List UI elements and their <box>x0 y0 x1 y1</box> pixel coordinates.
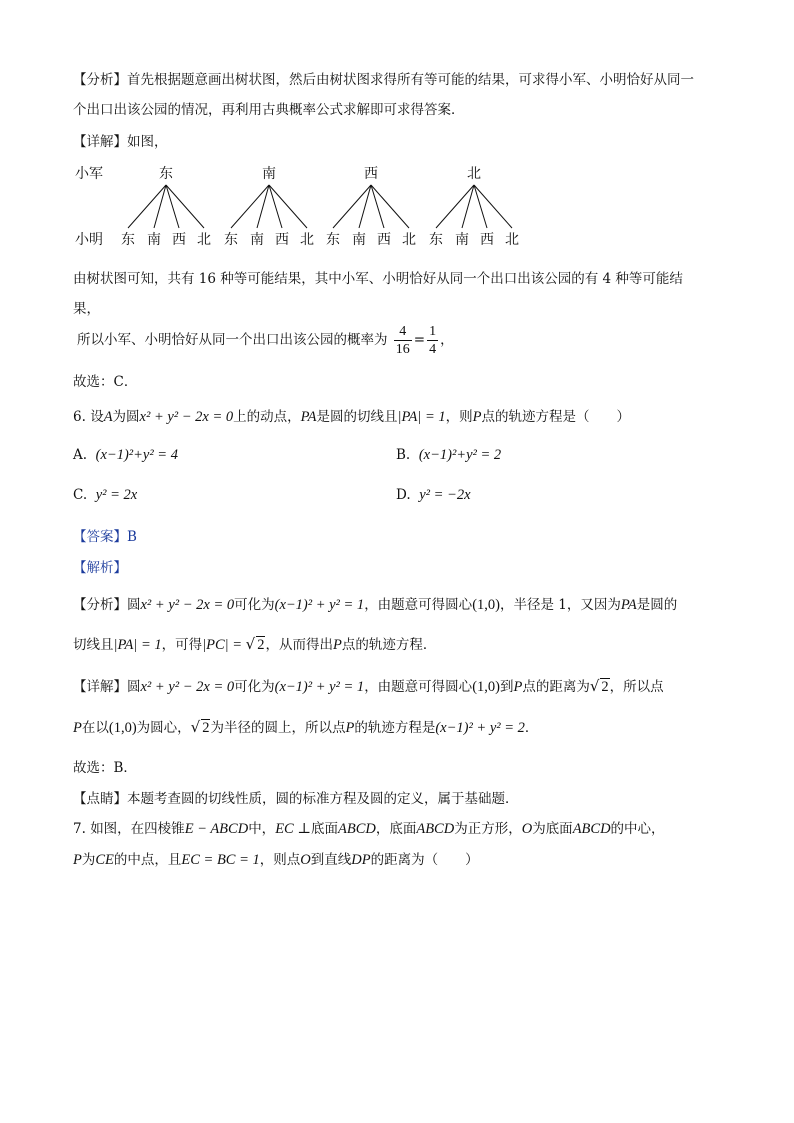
fraction-denominator: 4 <box>429 342 437 357</box>
parent-node-south: 南 <box>262 166 276 182</box>
analysis-tag: 【分析】 <box>73 72 127 88</box>
text: ，则点 <box>259 852 301 868</box>
jiexi-label: 【解析】 <box>73 560 127 576</box>
child-node: 南 <box>147 232 161 248</box>
math-p: P <box>513 679 523 695</box>
stem-text: 上的动点， <box>233 409 301 425</box>
analysis-text-1: 首先根据题意画出树状图，然后由树状图求得所有等可能的结果，可求得小军、小明恰好从同一 <box>127 72 694 88</box>
question-6-stem <box>73 405 630 426</box>
fraction-1-4 <box>427 323 438 358</box>
detail-tag: 【详解】 <box>73 134 127 150</box>
option-label: D. <box>396 487 411 503</box>
text: 到直线 <box>310 852 352 868</box>
detail-text: 如图， <box>127 134 168 150</box>
math-pa: PA <box>620 597 637 613</box>
row-label-xiaojun: 小军 <box>75 166 103 182</box>
math-circle-eq: x² + y² − 2x = 0 <box>140 597 235 613</box>
math-ec-perp: EC ⊥ <box>275 821 311 837</box>
text: ，从而得出 <box>265 637 333 653</box>
comment-text: 本题考查圆的切线性质，圆的标准方程及圆的定义，属于基础题． <box>127 791 519 807</box>
math-circle-eq: x² + y² − 2x = 0 <box>140 679 235 695</box>
text: 如图，在四棱锥 <box>90 821 185 837</box>
tree-diagram <box>73 160 533 250</box>
child-node: 西 <box>480 232 494 248</box>
stem-text: 是圆的切线且 <box>316 409 398 425</box>
text: 底面 <box>310 821 338 837</box>
option-expr: (x−1)²+y² = 2 <box>418 447 502 463</box>
option-c[interactable] <box>73 487 137 504</box>
option-expr: y² = −2x <box>419 487 471 503</box>
stem-text: ，则 <box>445 409 473 425</box>
sqrt-value: 2 <box>601 679 609 695</box>
tree-conclusion-line: 由树状图可知，共有 16 种等可能结果，其中小军、小明恰好从同一个出口出该公园的有 4 种等可能结 <box>73 271 683 287</box>
sqrt-value: 2 <box>257 637 265 653</box>
choice-line-6: 故选：B． <box>73 760 137 776</box>
text: 是圆的 <box>636 597 678 613</box>
q6-analysis-line-2 <box>73 633 436 654</box>
text: 的中点，且 <box>113 852 182 868</box>
child-node: 南 <box>352 232 366 248</box>
parent-node-west: 西 <box>364 166 378 182</box>
math-center: (1,0) <box>108 720 137 736</box>
tree-branch <box>166 185 179 228</box>
probability-text: 所以小军、小明恰好从同一个出口出该公园的概率为 <box>77 332 388 348</box>
child-node: 北 <box>300 232 314 248</box>
tree-branch <box>269 185 282 228</box>
tree-branch <box>269 185 307 228</box>
text: ，半径是 1，又因为 <box>499 597 621 613</box>
child-node: 东 <box>429 232 443 248</box>
option-label: A. <box>73 447 88 463</box>
text: ，由题意可得圆心 <box>364 679 473 695</box>
math-std-eq: (x−1)² + y² = 1 <box>274 597 365 613</box>
child-node: 南 <box>250 232 264 248</box>
text: 可化为 <box>234 597 275 613</box>
question-7-line-2 <box>73 848 479 869</box>
option-b[interactable] <box>396 447 501 464</box>
math-circle-eq: x² + y² − 2x = 0 <box>139 409 234 425</box>
question-number: 7. <box>73 821 86 837</box>
stem-text: 点的轨迹方程是（ ） <box>481 409 630 425</box>
text: 的距离为（ ） <box>370 852 479 868</box>
child-node: 东 <box>326 232 340 248</box>
text: 圆 <box>127 679 141 695</box>
stem-text: 设 <box>90 409 104 425</box>
tree-conclusion-line-2: 果， <box>73 301 100 317</box>
child-node: 东 <box>224 232 238 248</box>
text: 点的轨迹方程． <box>341 637 437 653</box>
math-p: P <box>73 852 82 868</box>
text: 为底面 <box>532 821 573 837</box>
sqrt-value: 2 <box>202 720 210 736</box>
tree-branch <box>474 185 512 228</box>
comma: ， <box>440 332 454 348</box>
math-p: P <box>73 720 82 736</box>
probability-line <box>77 323 454 358</box>
math-result-eq: (x−1)² + y² = 2 <box>435 720 525 736</box>
option-a[interactable] <box>73 447 178 464</box>
child-node: 西 <box>275 232 289 248</box>
child-node: 北 <box>197 232 211 248</box>
text: ，由题意可得圆心 <box>364 597 473 613</box>
math-abcd: ABCD <box>572 821 611 837</box>
option-expr: y² = 2x <box>95 487 138 503</box>
equals-sign: = <box>413 332 426 348</box>
fraction-denominator: 16 <box>395 342 410 357</box>
option-label: C. <box>73 487 88 503</box>
math-p: P <box>472 409 482 425</box>
text: 圆 <box>127 597 141 613</box>
text: ，所以点 <box>609 679 664 695</box>
choice-line-5: 故选：C． <box>73 374 138 390</box>
child-node: 东 <box>121 232 135 248</box>
math-a: A <box>103 409 113 425</box>
stem-text: 为圆 <box>112 409 140 425</box>
tree-branch <box>371 185 409 228</box>
comment-tag: 【点睛】 <box>73 791 127 807</box>
sqrt-symbol: √ <box>190 718 201 736</box>
math-ce: CE <box>95 852 114 868</box>
option-label: B. <box>396 447 411 463</box>
text: 到 <box>499 679 514 695</box>
text: 为正方形， <box>454 821 522 837</box>
option-d[interactable] <box>396 487 471 504</box>
tree-branch <box>166 185 204 228</box>
tree-branch <box>474 185 487 228</box>
detail-tag: 【详解】 <box>73 679 127 695</box>
child-node: 北 <box>505 232 519 248</box>
fraction-numerator: 4 <box>394 323 412 341</box>
math-abs-pa: |PA| = 1 <box>113 637 162 653</box>
text: ，可得 <box>161 637 203 653</box>
parent-node-north: 北 <box>467 166 481 182</box>
parent-node-east: 东 <box>159 166 173 182</box>
math-ec-bc: EC = BC = 1 <box>181 852 260 868</box>
math-pa: PA <box>300 409 317 425</box>
math-o: O <box>521 821 533 837</box>
text: 中， <box>248 821 276 837</box>
question-number: 6. <box>73 409 86 425</box>
option-expr: (x−1)²+y² = 4 <box>95 447 178 463</box>
tree-branch <box>371 185 384 228</box>
math-pyramid: E − ABCD <box>184 821 249 837</box>
math-std-eq: (x−1)² + y² = 1 <box>274 679 365 695</box>
child-node: 北 <box>402 232 416 248</box>
math-abcd: ABCD <box>337 821 376 837</box>
text: 点的距离为 <box>522 679 590 695</box>
fraction-4-16 <box>394 323 412 358</box>
child-node: 南 <box>455 232 469 248</box>
q6-detail-line-2 <box>73 716 538 737</box>
sqrt-symbol: √ <box>589 677 600 695</box>
q6-detail-line-1 <box>73 675 664 696</box>
fraction-numerator: 1 <box>429 324 437 339</box>
math-dp: DP <box>351 852 371 868</box>
text: ，底面 <box>375 821 417 837</box>
text: 为圆心， <box>136 720 191 736</box>
text: 的轨迹方程是 <box>354 720 436 736</box>
child-node: 西 <box>377 232 391 248</box>
text: 在以 <box>81 720 109 736</box>
text: 为 <box>81 852 96 868</box>
math-center: (1,0) <box>472 679 500 695</box>
analysis-tag: 【分析】 <box>73 597 127 613</box>
sqrt-symbol: √ <box>245 635 256 653</box>
text: ． <box>524 720 539 736</box>
math-o: O <box>300 852 311 868</box>
text: 的中心， <box>610 821 665 837</box>
text: 切线且 <box>73 637 114 653</box>
q6-analysis-line-1 <box>73 593 677 614</box>
math-center: (1,0) <box>472 597 500 613</box>
text: 为半径的圆上，所以点 <box>210 720 346 736</box>
child-node: 西 <box>172 232 186 248</box>
question-7-line-1 <box>73 817 665 838</box>
math-abs-pa: |PA| = 1 <box>397 409 446 425</box>
math-abcd: ABCD <box>416 821 455 837</box>
row-label-xiaoming: 小明 <box>75 232 103 248</box>
text: 可化为 <box>234 679 275 695</box>
math-p: P <box>345 720 355 736</box>
detail-line <box>73 130 168 150</box>
math-abs-pc: |PC| = <box>202 637 246 653</box>
answer-label: 【答案】B <box>73 529 137 545</box>
math-p: P <box>332 637 342 653</box>
analysis-line-2: 个出口出该公园的情况，再利用古典概率公式求解即可求得答案． <box>73 102 465 118</box>
analysis-line-1 <box>73 68 694 88</box>
comment-line <box>73 787 519 807</box>
